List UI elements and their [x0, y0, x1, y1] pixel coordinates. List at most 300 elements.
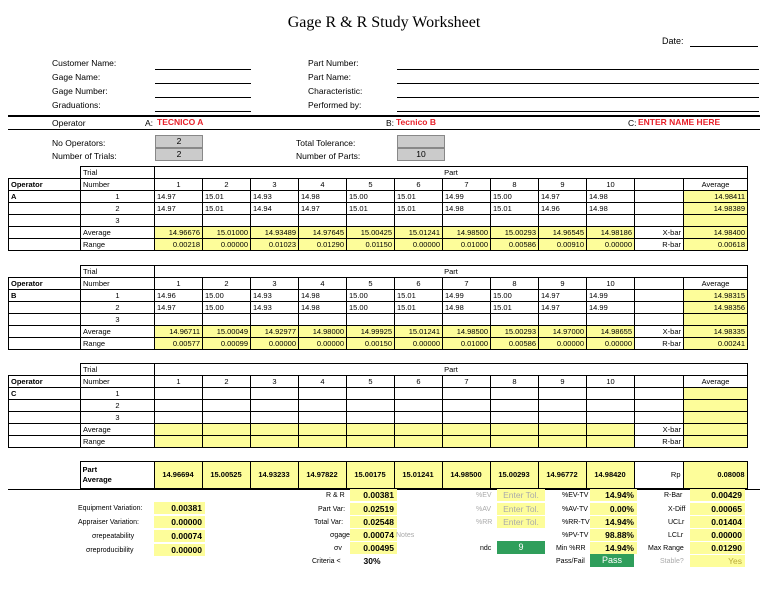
trial-average: 14.98356	[684, 302, 748, 314]
average-cell: 14.98500	[443, 227, 491, 239]
part-number: 6	[395, 278, 443, 290]
sv-value: 0.00495	[350, 542, 397, 554]
average-cell: 15.00049	[203, 326, 251, 338]
pev-value: Enter Tol.	[497, 489, 545, 501]
measurement-cell[interactable]	[155, 215, 203, 227]
measurement-cell[interactable]	[539, 388, 587, 400]
average-cell: 14.98500	[443, 326, 491, 338]
cell	[9, 400, 81, 412]
measurement-cell[interactable]: 14.96	[539, 203, 587, 215]
measurement-cell[interactable]: 14.97	[539, 290, 587, 302]
part-number: 9	[539, 179, 587, 191]
characteristic-field[interactable]	[397, 97, 759, 98]
measurement-cell[interactable]	[299, 412, 347, 424]
ndc-label: ndc	[480, 545, 492, 552]
average-cell: 14.96711	[155, 326, 203, 338]
average-header: Average	[684, 278, 748, 290]
part-number: 4	[299, 278, 347, 290]
measurement-cell[interactable]: 14.97	[299, 203, 347, 215]
range-cell: 0.00910	[539, 239, 587, 251]
rr-value: 0.00381	[350, 489, 397, 501]
measurement-cell[interactable]	[395, 215, 443, 227]
range-cell: 0.01000	[443, 338, 491, 350]
rr-label: R & R	[326, 492, 345, 499]
measurement-cell[interactable]: 14.98	[587, 203, 635, 215]
measurement-cell[interactable]: 15.00	[203, 290, 251, 302]
trial-number: 3	[81, 412, 155, 424]
part-average-cell: 15.00525	[202, 462, 250, 489]
trial-number: 2	[81, 203, 155, 215]
measurement-cell[interactable]	[203, 412, 251, 424]
operator-c-name[interactable]: ENTER NAME HERE	[638, 117, 721, 127]
rbar-label: R-bar	[635, 338, 684, 350]
cell	[635, 302, 684, 314]
measurement-cell[interactable]: 14.97	[539, 302, 587, 314]
measurement-cell[interactable]	[155, 388, 203, 400]
sgage-value: 0.00074	[350, 529, 397, 541]
measurement-cell[interactable]: 15.01	[491, 302, 539, 314]
pavtv-value: 0.00%	[590, 503, 637, 515]
characteristic-label: Characteristic:	[308, 86, 363, 96]
measurement-cell[interactable]	[539, 400, 587, 412]
measurement-cell[interactable]: 14.93	[251, 290, 299, 302]
cell	[9, 338, 81, 350]
tolerance-label: Total Tolerance:	[296, 138, 356, 148]
operator-header: Operator	[9, 179, 81, 191]
trial-average: 14.98411	[684, 191, 748, 203]
measurement-cell[interactable]: 15.01	[395, 191, 443, 203]
sv-label: σv	[334, 545, 342, 552]
totalvar-value: 0.02548	[350, 516, 397, 528]
operator-c-table	[8, 363, 748, 448]
trial-number: 2	[81, 400, 155, 412]
range-cell	[539, 436, 587, 448]
part-number: 5	[347, 376, 395, 388]
xbar-label: X-bar	[635, 424, 684, 436]
part-name-field[interactable]	[397, 83, 759, 84]
average-cell: 15.01241	[395, 227, 443, 239]
range-cell: 0.00099	[203, 338, 251, 350]
rbar-value: 0.00618	[684, 239, 748, 251]
performed-by-label: Performed by:	[308, 100, 362, 110]
performed-by-field[interactable]	[397, 111, 759, 112]
measurement-cell[interactable]: 14.97	[155, 191, 203, 203]
measurement-cell[interactable]	[395, 388, 443, 400]
no-operators-label: No Operators:	[52, 138, 106, 148]
measurement-cell[interactable]	[347, 388, 395, 400]
divider	[8, 129, 760, 130]
measurement-cell[interactable]	[395, 412, 443, 424]
measurement-cell[interactable]	[251, 400, 299, 412]
measurement-cell[interactable]: 14.99	[587, 290, 635, 302]
ndc-value: 9	[497, 541, 545, 554]
average-cell: 14.98186	[587, 227, 635, 239]
measurement-cell[interactable]	[203, 388, 251, 400]
average-cell	[443, 424, 491, 436]
tolerance-input[interactable]	[397, 135, 445, 148]
date-field[interactable]	[690, 46, 758, 47]
gage-name-field[interactable]	[155, 83, 251, 84]
range-cell: 0.00000	[539, 338, 587, 350]
rbar-value: 0.00241	[684, 338, 748, 350]
measurement-cell[interactable]	[443, 215, 491, 227]
average-cell: 14.98000	[299, 326, 347, 338]
measurement-cell[interactable]	[587, 400, 635, 412]
trial-average	[684, 400, 748, 412]
measurement-cell[interactable]	[251, 215, 299, 227]
part-number: 7	[443, 278, 491, 290]
measurement-cell[interactable]	[251, 412, 299, 424]
measurement-cell[interactable]: 14.98	[299, 191, 347, 203]
range-cell: 0.01023	[251, 239, 299, 251]
measurement-cell[interactable]	[443, 412, 491, 424]
average-cell	[395, 424, 443, 436]
pav-value: Enter Tol.	[497, 503, 545, 515]
average-cell	[251, 424, 299, 436]
operator-b-name[interactable]: Tecnico B	[396, 117, 436, 127]
cell	[9, 436, 81, 448]
part-number-field[interactable]	[397, 69, 759, 70]
part-average-cell: 15.01241	[394, 462, 442, 489]
range-cell	[155, 436, 203, 448]
average-label: Average	[81, 326, 155, 338]
range-cell: 0.00000	[587, 338, 635, 350]
measurement-cell[interactable]: 14.98	[299, 302, 347, 314]
cell	[635, 400, 684, 412]
measurement-cell[interactable]	[587, 388, 635, 400]
cell	[9, 215, 81, 227]
measurement-cell[interactable]	[347, 400, 395, 412]
part-number: 5	[347, 179, 395, 191]
trial-header: Trial	[81, 167, 155, 179]
measurement-cell[interactable]: 15.00	[347, 302, 395, 314]
cell	[635, 388, 684, 400]
ev-label: Equipment Variation:	[78, 505, 143, 512]
measurement-cell[interactable]	[491, 412, 539, 424]
prr-value: Enter Tol.	[497, 516, 545, 528]
measurement-cell[interactable]: 15.01	[347, 203, 395, 215]
part-number: 2	[203, 278, 251, 290]
measurement-cell[interactable]	[587, 215, 635, 227]
cell	[9, 314, 81, 326]
range-cell	[395, 436, 443, 448]
measurement-cell[interactable]	[203, 215, 251, 227]
operator-id: A	[9, 191, 81, 203]
measurement-cell[interactable]: 14.97	[539, 191, 587, 203]
measurement-cell[interactable]: 14.98	[443, 302, 491, 314]
measurement-cell[interactable]	[251, 314, 299, 326]
xbar-value	[684, 424, 748, 436]
part-number: 7	[443, 179, 491, 191]
part-number: 4	[299, 376, 347, 388]
range-label: Range	[81, 338, 155, 350]
average-cell	[299, 424, 347, 436]
part-number: 3	[251, 376, 299, 388]
average-cell	[587, 424, 635, 436]
pev-label: %EV	[476, 492, 492, 499]
part-number: 8	[491, 278, 539, 290]
measurement-cell[interactable]: 14.97	[155, 203, 203, 215]
measurement-cell[interactable]: 15.00	[491, 191, 539, 203]
srepro-value: 0.00000	[154, 544, 205, 556]
measurement-cell[interactable]: 15.00	[203, 302, 251, 314]
cell	[9, 203, 81, 215]
partvar-label: Part Var:	[318, 506, 346, 513]
measurement-cell[interactable]	[491, 215, 539, 227]
ev-value: 0.00381	[154, 502, 205, 514]
totalvar-label: Total Var:	[314, 519, 344, 526]
no-operators-input[interactable]: 2	[155, 135, 203, 148]
part-header: Part	[155, 364, 748, 376]
lclr-value: 0.00000	[690, 529, 745, 541]
operator-a-name[interactable]: TECNICO A	[157, 117, 204, 127]
range-cell	[491, 436, 539, 448]
rbar-value	[684, 436, 748, 448]
measurement-cell[interactable]	[491, 400, 539, 412]
range-cell: 0.00218	[155, 239, 203, 251]
trial-average	[684, 215, 748, 227]
measurement-cell[interactable]: 14.96	[155, 290, 203, 302]
gage-number-field[interactable]	[155, 97, 251, 98]
measurement-cell[interactable]: 15.00	[347, 290, 395, 302]
measurement-cell[interactable]	[395, 314, 443, 326]
range-cell	[299, 436, 347, 448]
srep-label: σrepeatability	[92, 533, 135, 540]
cell	[635, 278, 684, 290]
measurement-cell[interactable]	[155, 412, 203, 424]
range-cell	[587, 436, 635, 448]
part-header: Part	[155, 167, 748, 179]
cell	[9, 167, 81, 179]
rbar-value: 0.00429	[690, 489, 745, 501]
uclr-value: 0.01404	[690, 516, 745, 528]
measurement-cell[interactable]: 14.94	[251, 203, 299, 215]
measurement-cell[interactable]	[347, 314, 395, 326]
measurement-cell[interactable]	[491, 388, 539, 400]
measurement-cell[interactable]: 14.93	[251, 302, 299, 314]
measurement-cell[interactable]	[587, 314, 635, 326]
average-cell: 14.92977	[251, 326, 299, 338]
measurement-cell[interactable]	[203, 314, 251, 326]
part-number: 5	[347, 278, 395, 290]
part-number: 9	[539, 376, 587, 388]
measurement-cell[interactable]	[491, 314, 539, 326]
range-cell	[251, 436, 299, 448]
part-number: 10	[587, 179, 635, 191]
trial-number: 1	[81, 290, 155, 302]
pevtv-label: %EV-TV	[562, 492, 589, 499]
range-label: Range	[81, 239, 155, 251]
measurement-cell[interactable]	[539, 215, 587, 227]
number-header: Number	[81, 376, 155, 388]
cell	[635, 191, 684, 203]
rbar-label: R-Bar	[664, 492, 683, 499]
cell	[9, 412, 81, 424]
trial-average: 14.98315	[684, 290, 748, 302]
measurement-cell[interactable]	[155, 400, 203, 412]
gage-number-label: Gage Number:	[52, 86, 108, 96]
stable-value: Yes	[690, 555, 745, 567]
measurement-cell[interactable]: 15.01	[395, 302, 443, 314]
measurement-cell[interactable]	[347, 215, 395, 227]
minrr-label: Min %RR	[556, 545, 586, 552]
part-average-cell: 15.00293	[490, 462, 538, 489]
cell	[9, 239, 81, 251]
range-cell: 0.00150	[347, 338, 395, 350]
maxrange-label: Max Range	[648, 545, 684, 552]
part-number: 10	[587, 376, 635, 388]
trial-number: 1	[81, 388, 155, 400]
xdiff-value: 0.00065	[690, 503, 745, 515]
trial-number: 1	[81, 191, 155, 203]
measurement-cell[interactable]	[299, 215, 347, 227]
graduations-label: Graduations:	[52, 100, 101, 110]
average-cell: 15.01000	[203, 227, 251, 239]
part-average-cell: 14.96772	[538, 462, 586, 489]
average-cell	[203, 424, 251, 436]
part-number: 2	[203, 376, 251, 388]
average-cell: 14.97000	[539, 326, 587, 338]
number-header: Number	[81, 179, 155, 191]
range-cell: 0.01290	[299, 239, 347, 251]
gage-name-label: Gage Name:	[52, 72, 101, 82]
range-cell	[203, 436, 251, 448]
measurement-cell[interactable]: 14.99	[443, 191, 491, 203]
measurement-cell[interactable]: 14.99	[443, 290, 491, 302]
average-cell: 14.99925	[347, 326, 395, 338]
average-cell: 14.96676	[155, 227, 203, 239]
measurement-cell[interactable]: 15.00	[491, 290, 539, 302]
customer-name-label: Customer Name:	[52, 58, 117, 68]
measurement-cell[interactable]	[251, 388, 299, 400]
cell	[635, 203, 684, 215]
xbar-value: 14.98335	[684, 326, 748, 338]
part-number: 10	[587, 278, 635, 290]
notes-label: Notes	[396, 532, 415, 539]
measurement-cell[interactable]	[299, 314, 347, 326]
measurement-cell[interactable]	[347, 412, 395, 424]
measurement-cell[interactable]	[203, 400, 251, 412]
ppvtv-value: 98.88%	[590, 529, 637, 541]
cell	[635, 179, 684, 191]
measurement-cell[interactable]	[155, 314, 203, 326]
trial-number: 3	[81, 314, 155, 326]
stable-label: Stable?	[660, 558, 684, 565]
operator-row-label: Operator	[52, 118, 86, 128]
part-number: 9	[539, 278, 587, 290]
measurement-cell[interactable]: 15.01	[395, 290, 443, 302]
measurement-cell[interactable]: 14.98	[443, 203, 491, 215]
partvar-value: 0.02519	[350, 503, 397, 515]
cell	[635, 314, 684, 326]
measurement-cell[interactable]	[539, 314, 587, 326]
cell	[635, 215, 684, 227]
measurement-cell[interactable]	[299, 388, 347, 400]
operator-b-prefix: B:	[386, 118, 395, 128]
measurement-cell[interactable]: 15.01	[203, 203, 251, 215]
measurement-cell[interactable]	[539, 412, 587, 424]
uclr-label: UCLr	[668, 519, 685, 526]
measurement-cell[interactable]	[587, 412, 635, 424]
trial-average	[684, 388, 748, 400]
customer-name-field[interactable]	[155, 69, 251, 70]
measurement-cell[interactable]	[443, 314, 491, 326]
average-cell: 15.00425	[347, 227, 395, 239]
criteria-label: Criteria <	[312, 558, 341, 565]
range-cell: 0.00586	[491, 239, 539, 251]
part-number: 1	[155, 179, 203, 191]
range-cell	[443, 436, 491, 448]
operator-b-table	[8, 265, 748, 350]
average-cell	[347, 424, 395, 436]
part-number: 1	[155, 376, 203, 388]
part-average-label-2: Average	[82, 475, 112, 484]
measurement-cell[interactable]	[443, 388, 491, 400]
range-cell: 0.00000	[395, 338, 443, 350]
part-average-cell: 14.97822	[298, 462, 346, 489]
prrtv-label: %RR-TV	[562, 519, 590, 526]
part-number: 6	[395, 179, 443, 191]
measurement-cell[interactable]	[299, 400, 347, 412]
measurement-cell[interactable]: 14.99	[587, 302, 635, 314]
measurement-cell[interactable]: 14.98	[299, 290, 347, 302]
part-average-cell: 14.98420	[586, 462, 634, 489]
trial-average	[684, 412, 748, 424]
maxrange-value: 0.01290	[690, 542, 745, 554]
part-number: 8	[491, 376, 539, 388]
measurement-cell[interactable]: 15.01	[203, 191, 251, 203]
trials-input[interactable]: 2	[155, 148, 203, 161]
average-cell: 14.98655	[587, 326, 635, 338]
graduations-field[interactable]	[155, 111, 251, 112]
passfail-label: Pass/Fail	[556, 558, 585, 565]
measurement-cell[interactable]: 15.00	[347, 191, 395, 203]
av-label: Appraiser Variation:	[78, 519, 139, 526]
measurement-cell[interactable]: 14.98	[587, 191, 635, 203]
criteria-value: 30%	[363, 556, 381, 566]
part-number: 1	[155, 278, 203, 290]
trial-header: Trial	[81, 364, 155, 376]
range-cell: 0.00000	[203, 239, 251, 251]
trial-number: 2	[81, 302, 155, 314]
trial-header: Trial	[81, 266, 155, 278]
operator-a-table	[8, 166, 748, 251]
range-cell: 0.01150	[347, 239, 395, 251]
part-average-cell: 15.00175	[346, 462, 394, 489]
range-cell: 0.00000	[587, 239, 635, 251]
part-number: 3	[251, 179, 299, 191]
measurement-cell[interactable]: 15.01	[491, 203, 539, 215]
page-title: Gage R & R Study Worksheet	[287, 14, 481, 31]
cell	[8, 462, 80, 489]
range-cell: 0.00586	[491, 338, 539, 350]
measurement-cell[interactable]: 15.01	[395, 203, 443, 215]
average-label: Average	[81, 227, 155, 239]
parts-input[interactable]: 10	[397, 148, 445, 161]
measurement-cell[interactable]: 14.93	[251, 191, 299, 203]
part-number: 4	[299, 179, 347, 191]
pavtv-label: %AV-TV	[562, 506, 588, 513]
measurement-cell[interactable]	[395, 400, 443, 412]
srepro-label: σreproducibility	[86, 547, 134, 554]
average-header: Average	[684, 376, 748, 388]
trial-average	[684, 314, 748, 326]
part-average-table	[8, 461, 748, 489]
measurement-cell[interactable]	[443, 400, 491, 412]
rp-value: 0.08008	[683, 462, 747, 489]
measurement-cell[interactable]: 14.97	[155, 302, 203, 314]
cell	[635, 290, 684, 302]
